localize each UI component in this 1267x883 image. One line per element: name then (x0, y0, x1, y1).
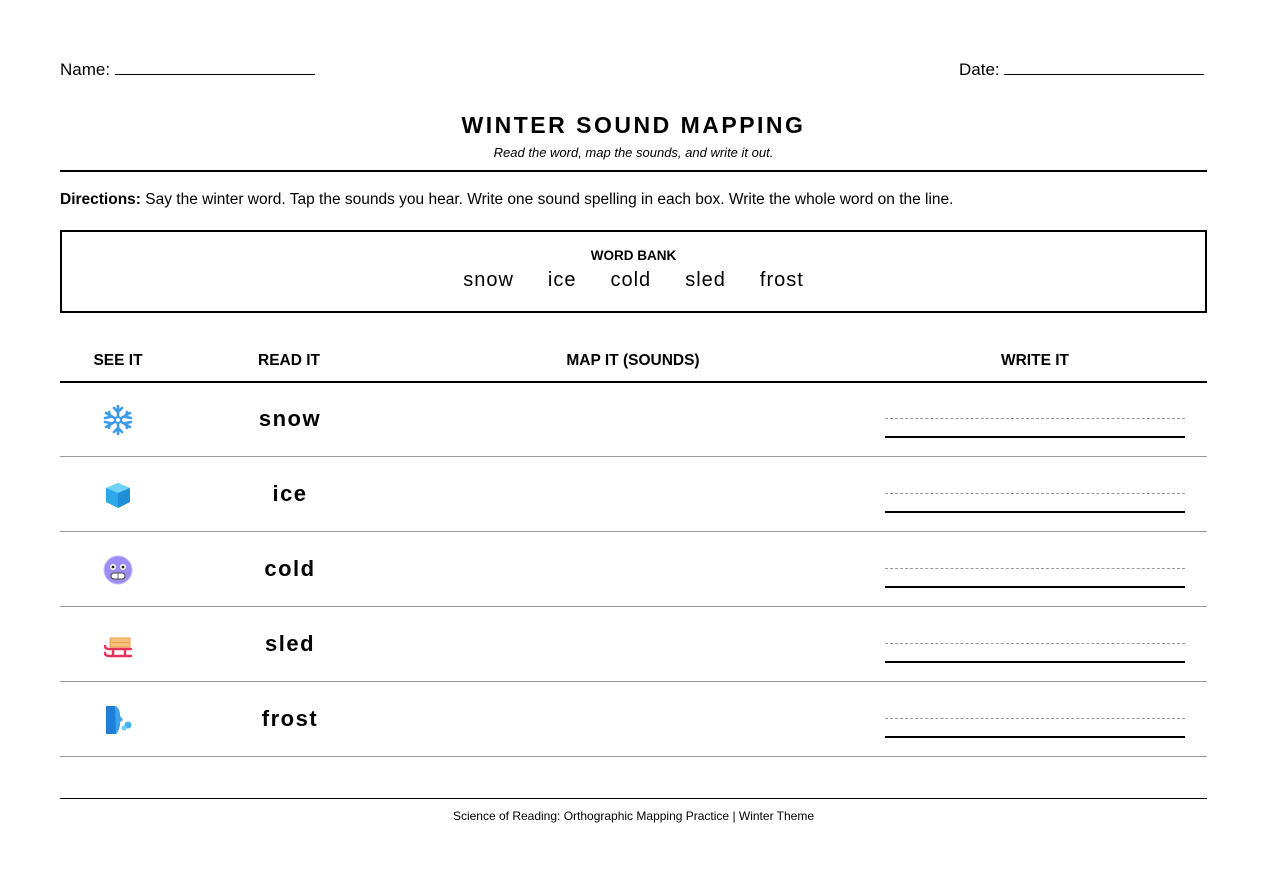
table-row (60, 532, 1207, 607)
writing-line[interactable] (885, 586, 1185, 588)
wind-face-icon (102, 704, 134, 736)
writing-line[interactable] (885, 511, 1185, 513)
read-word: ice (272, 481, 308, 506)
footer-text: Science of Reading: Orthographic Mapping Practice | Winter Theme (452, 809, 815, 823)
name-field[interactable] (60, 60, 315, 80)
read-word: frost (261, 706, 319, 731)
title-divider (60, 170, 1207, 172)
snowflake-icon (102, 404, 134, 436)
table-row (60, 457, 1207, 532)
writing-guide-line (885, 568, 1185, 569)
word-bank-title: WORD BANK (590, 248, 677, 263)
writing-line[interactable] (885, 436, 1185, 438)
directions-text: Say the winter word. Tap the sounds you hear. Write one sound spelling in each box. Write the whole word on the line. (140, 191, 954, 208)
column-header-map: MAP IT (SOUNDS) (566, 352, 700, 369)
column-header-write: WRITE IT (1000, 352, 1070, 369)
page-title: WINTER SOUND MAPPING (461, 112, 806, 138)
read-word: sled (264, 631, 316, 656)
cold-face-icon (102, 554, 134, 586)
writing-guide-line (885, 643, 1185, 644)
word-bank-word: frost (759, 269, 804, 291)
date-line[interactable] (1004, 74, 1204, 75)
read-word: snow (258, 406, 322, 431)
writing-line[interactable] (885, 661, 1185, 663)
read-word: cold (264, 556, 316, 581)
writing-line[interactable] (885, 736, 1185, 738)
word-bank (60, 230, 1207, 313)
sled-icon (102, 629, 134, 661)
writing-guide-line (885, 493, 1185, 494)
table-row (60, 607, 1207, 682)
writing-guide-line (885, 718, 1185, 719)
directions-label: Directions: (60, 191, 141, 208)
writing-guide-line (885, 418, 1185, 419)
footer-divider (60, 798, 1207, 799)
date-field[interactable] (959, 60, 1204, 80)
column-header-see: SEE IT (93, 352, 143, 369)
word-bank-word: cold (610, 269, 652, 291)
page-subtitle: Read the word, map the sounds, and write it out. (493, 145, 774, 160)
column-header-read: READ IT (258, 352, 320, 369)
directions (60, 191, 953, 209)
word-bank-word: sled (685, 269, 726, 291)
table-row (60, 382, 1207, 457)
name-label: Name: (60, 60, 111, 79)
ice-cube-icon (102, 479, 134, 511)
word-bank-word: snow (463, 269, 514, 291)
table-row (60, 682, 1207, 757)
date-label: Date: (959, 60, 1000, 79)
name-line[interactable] (115, 74, 315, 75)
word-bank-word: ice (547, 269, 577, 291)
